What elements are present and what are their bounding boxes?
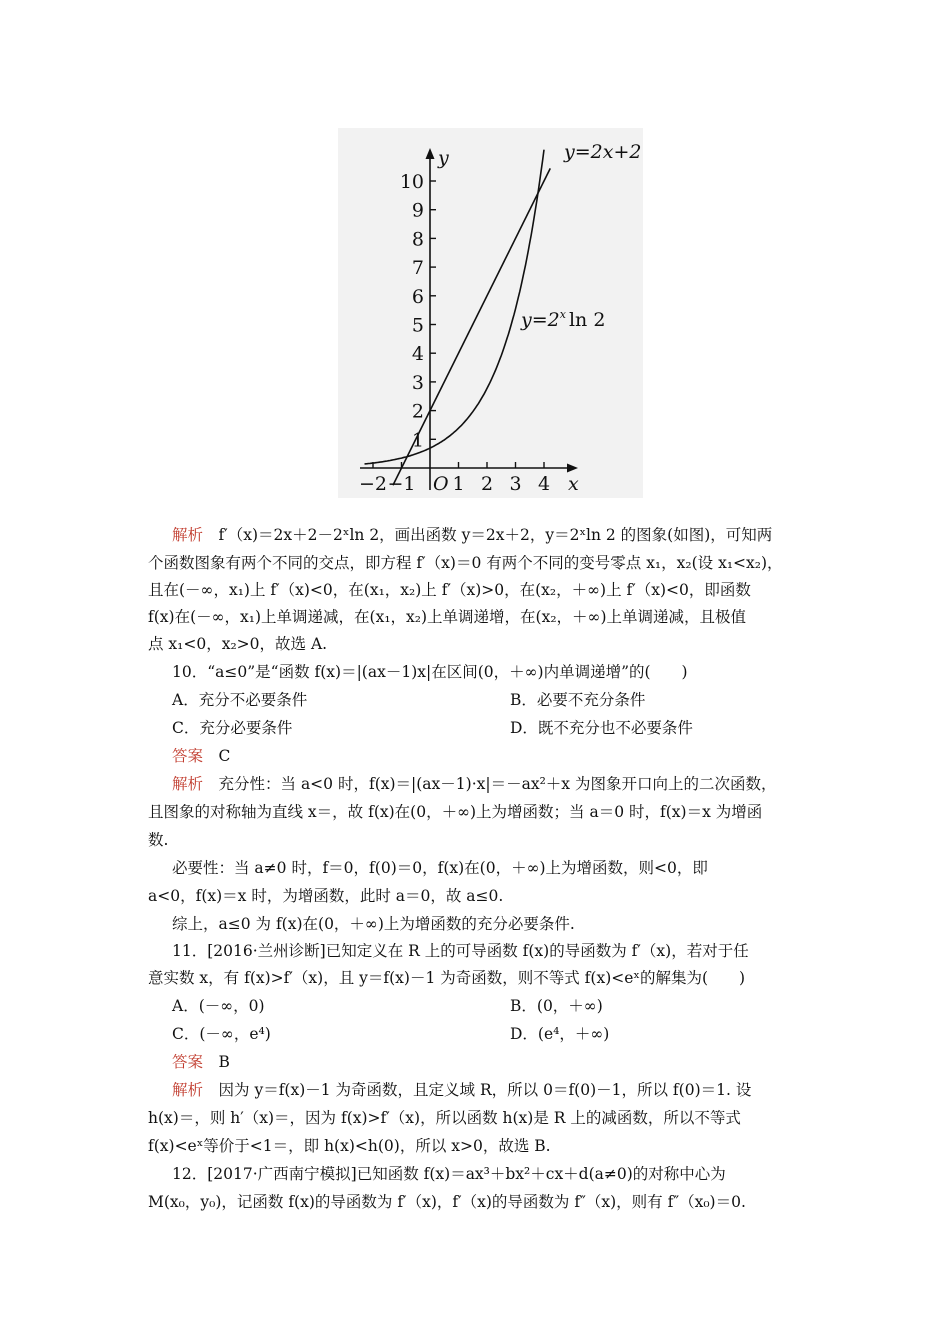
q10-analysis-line-3: 数.: [148, 831, 169, 849]
q10-option-b: B．必要不充分条件: [510, 691, 646, 709]
y-axis-label: y: [438, 147, 449, 169]
q11-option-d: D．(e⁴，＋∞): [510, 1025, 610, 1043]
q10-analysis-line-2: 且图象的对称轴为直线 x＝，故 f(x)在(0，＋∞)上为增函数；当 a＝0 时，f(x)＝x 为增函: [148, 803, 763, 821]
analysis-label: 解析: [172, 526, 204, 544]
origin-label: O: [433, 473, 449, 495]
y-tick-label: 3: [411, 371, 424, 394]
x-tick-label: −1: [387, 473, 416, 495]
q11-analysis-line-1: 解析 因为 y＝f(x)－1 为奇函数，且定义域 R，所以 0＝f(0)－1，所以 f(0)＝1. 设: [172, 1081, 752, 1099]
curve-label-ln: ln 2: [568, 309, 606, 331]
q10-conclusion: 综上，a≤0 为 f(x)在(0，＋∞)上为增函数的充分必要条件.: [172, 915, 575, 933]
y-tick-label: 5: [411, 314, 424, 337]
graph-svg: [338, 128, 643, 498]
y-axis-arrow: [426, 148, 435, 159]
q11-analysis-line-2: h(x)＝，则 h′（x)＝，因为 f(x)>f′（x)，所以函数 h(x)是 R 上的减函数，所以不等式: [148, 1109, 741, 1127]
q10-option-a: A．充分不必要条件: [172, 691, 308, 709]
y-tick-label: 4: [411, 343, 424, 366]
solution-9-line-3: 且在(－∞，x₁)上 f′（x)<0，在(x₁，x₂)上 f′（x)>0，在(x₂，＋∞)上 f′（x)<0，即函数: [148, 581, 751, 599]
q11-option-b: B．(0，＋∞): [510, 997, 603, 1015]
q10-option-c: C．充分必要条件: [172, 719, 293, 737]
q10-answer: 答案 C: [172, 747, 231, 765]
question-11-line-2: 意实数 x，有 f(x)>f′（x)，且 y＝f(x)－1 为奇函数，则不等式 f(x)<eˣ的解集为( ): [148, 969, 746, 987]
analysis-label: 解析: [172, 1081, 204, 1099]
solution-9-line-5: 点 x₁<0，x₂>0，故选 A.: [148, 635, 328, 653]
line-label: y=2x+2: [564, 141, 642, 163]
solution-9-line-2: 个函数图象有两个不同的交点，即方程 f′（x)＝0 有两个不同的变号零点 x₁，x₂(设 x₁<x₂)，: [148, 554, 783, 572]
question-10: 10．“a≤0”是“函数 f(x)＝|(ax－1)x|在区间(0，＋∞)内单调递增”的( ): [172, 663, 688, 681]
y-tick-label: 9: [411, 199, 424, 222]
solution-9-line-1: 解析 f′（x)＝2x＋2－2ˣln 2，画出函数 y＝2x＋2，y＝2ˣln 2 的图象(如图)，可知两: [172, 526, 773, 544]
x-tick-label: 2: [480, 473, 494, 495]
question-11-line-1: 11．[2016·兰州诊断]已知定义在 R 上的可导函数 f(x)的导函数为 f′（x)，若对于任: [172, 942, 749, 960]
solution-9-line-4: f(x)在(－∞，x₁)上单调递减，在(x₁，x₂)上单调递增，在(x₂，＋∞)上单调递减，且极值: [148, 608, 747, 626]
x-axis-arrow: [567, 464, 578, 473]
q11-analysis-line-3: f(x)<eˣ等价于<1＝，即 h(x)<h(0)，所以 x>0，故选 B.: [148, 1137, 551, 1155]
q10-necessity-line-2: a<0，f(x)＝x 时，为增函数，此时 a＝0，故 a≤0.: [148, 887, 504, 905]
q10-analysis-line-1: 解析 充分性：当 a<0 时，f(x)＝|(ax－1)·x|＝－ax²＋x 为图象开口向上的二次函数，: [172, 775, 777, 793]
analysis-label: 解析: [172, 775, 204, 793]
y-tick-label: 7: [411, 257, 424, 280]
y-tick-label: 10: [399, 171, 424, 193]
x-tick-label: 4: [537, 473, 551, 495]
q11-option-c: C．(－∞，e⁴): [172, 1025, 271, 1043]
x-tick-label: 3: [509, 473, 522, 495]
q11-answer: 答案 B: [172, 1053, 230, 1071]
curve-2x-ln2: [365, 150, 545, 464]
answer-label: 答案: [172, 1053, 204, 1071]
question-12-line-2: M(x₀，y₀)，记函数 f(x)的导函数为 f′（x)，f′（x)的导函数为 f″（x)，则有 f″（x₀)＝0.: [148, 1193, 746, 1211]
y-tick-label: 8: [411, 228, 424, 251]
x-tick-label: 1: [452, 473, 465, 495]
answer-label: 答案: [172, 747, 204, 765]
curve-label-sup: x: [559, 308, 566, 321]
x-axis-label: x: [568, 473, 579, 495]
curve-label-base: y=2: [521, 309, 560, 331]
x-tick-label: −2: [358, 473, 388, 495]
q10-option-d: D．既不充分也不必要条件: [510, 719, 693, 737]
y-tick-label: 6: [411, 285, 424, 308]
y-tick-label: 1: [411, 429, 424, 452]
q11-option-a: A．(－∞，0): [172, 997, 265, 1015]
q10-necessity-line-1: 必要性：当 a≠0 时，f＝0，f(0)＝0，f(x)在(0，＋∞)上为增函数，则<0，即: [172, 859, 708, 877]
y-tick-label: 2: [411, 400, 424, 423]
question-12-line-1: 12．[2017·广西南宁模拟]已知函数 f(x)＝ax³＋bx²＋cx＋d(a≠0)的对称中心为: [172, 1165, 726, 1183]
curve-label: [520, 308, 605, 331]
function-graph-figure: [338, 128, 643, 498]
